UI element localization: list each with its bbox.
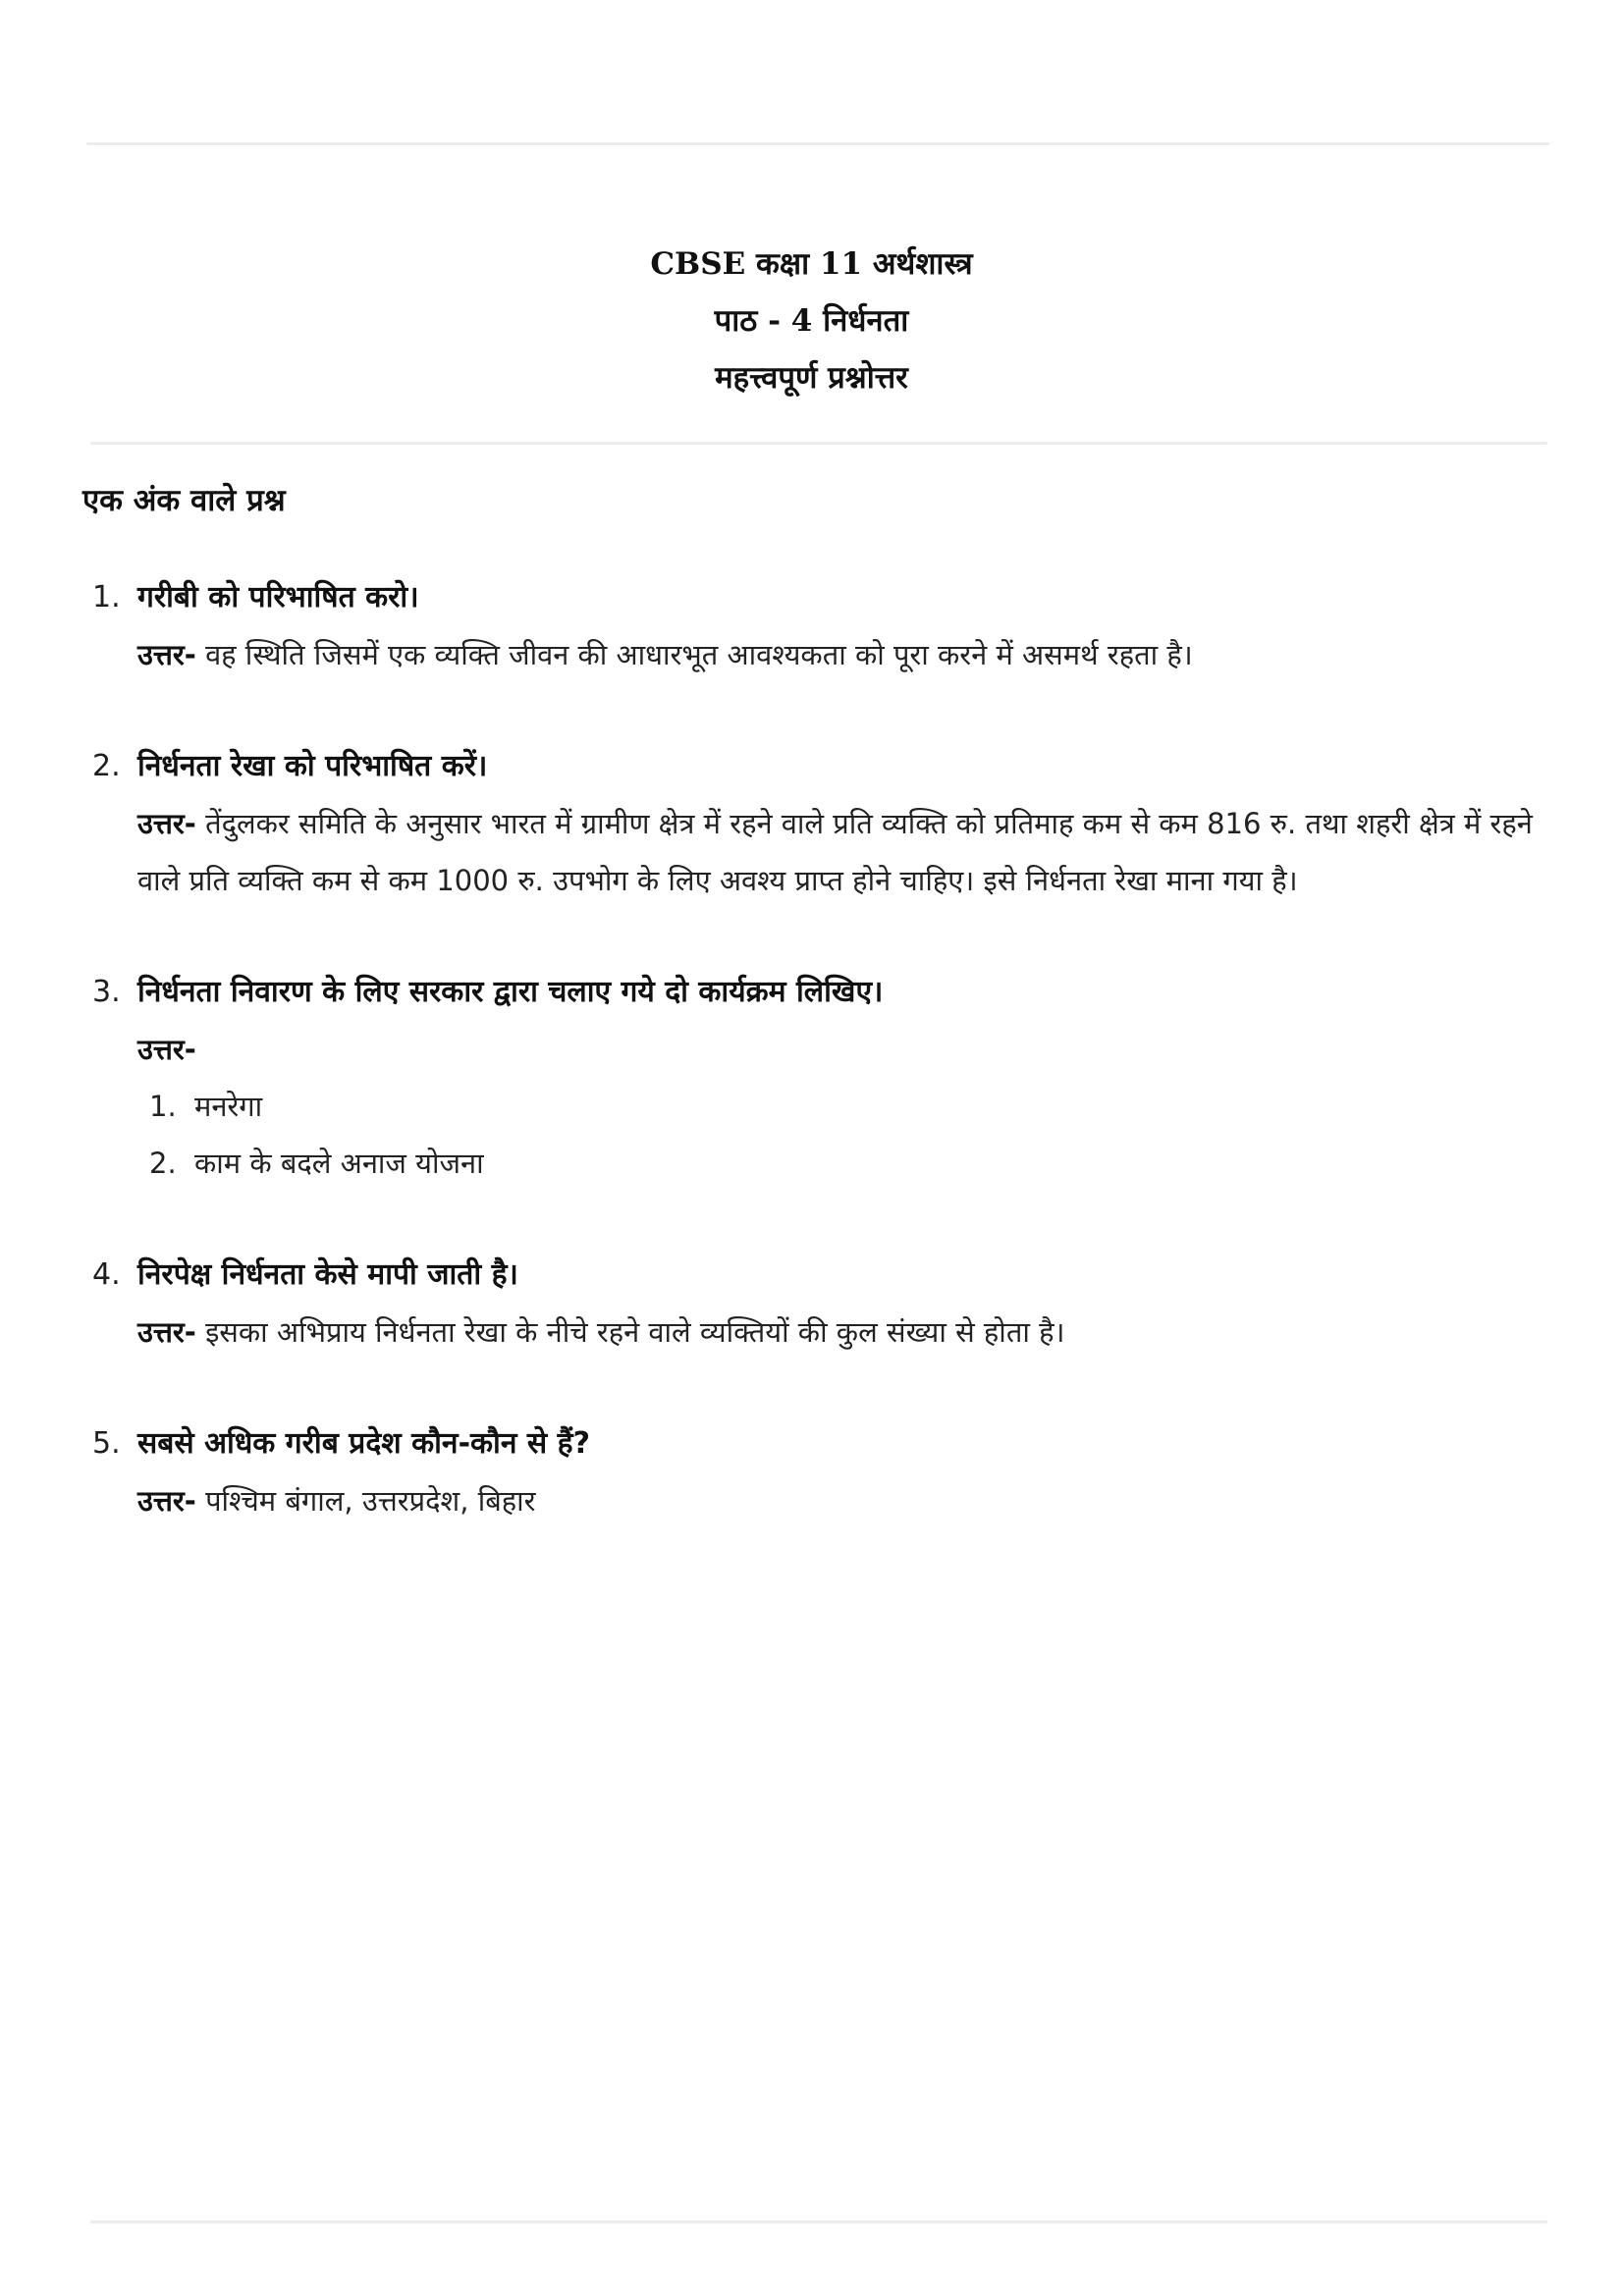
top-divider [86,142,1549,145]
document-subtitle: महत्त्वपूर्ण प्रश्नोत्तर [715,360,908,396]
question-number: 3. [92,975,121,1009]
question-item [0,569,1623,683]
chapter-title: पाठ - 4 निर्धनता [714,303,909,339]
question-item [0,1247,1623,1361]
list-item-number: 1. [149,1090,177,1123]
list-item-text: काम के बदले अनाज योजना [194,1147,484,1180]
question-text: गरीबी को परिभाषित करो। [137,580,419,614]
answer-text [137,1304,1544,1361]
answer-content: तेंदुलकर समिति के अनुसार भारत में ग्रामीण क्षेत्र में रहने वाले प्रति व्यक्ति को प्रतिमाह कम से कम 816 रु. तथा शहरी क्षेत्र में रहने वाले प्रति व्यक्ति कम से कम 1000 रु. उपभोग के लिए अवश्य प्राप्त होने चाहिए। इसे निर्धनता रेखा माना गया है। [137,807,1533,897]
answer-list [137,1078,1544,1192]
answer-label: उत्तर- [137,807,196,840]
question-list [0,569,1623,1584]
answer-label: उत्तर- [137,1315,196,1349]
footer-divider [90,2220,1547,2223]
answer-text [137,1472,1544,1529]
question-number: 2. [92,749,121,783]
question-number: 1. [92,580,121,614]
answer-content: इसका अभिप्राय निर्धनता रेखा के नीचे रहने वाले व्यक्तियों की कुल संख्या से होता है। [205,1315,1065,1349]
list-item-number: 2. [149,1147,177,1180]
question-number: 5. [92,1426,121,1461]
section-heading: एक अंक वाले प्रश्न [82,483,286,518]
answer-label: उत्तर- [137,638,196,671]
question-item [0,738,1623,909]
answer-content: पश्चिम बंगाल, उत्तरप्रदेश, बिहार [205,1484,536,1518]
answer-text [137,795,1544,909]
question-item [0,964,1623,1192]
header-divider [90,442,1547,445]
document-header [0,236,1623,406]
document-title: CBSE कक्षा 11 अर्थशास्त्र [650,246,973,282]
answer-label: उत्तर- [137,1484,196,1518]
answer-list-item [137,1135,1544,1192]
answer-label: उत्तर- [137,1033,196,1066]
answer-list-item [137,1078,1544,1135]
question-text: निर्धनता निवारण के लिए सरकार द्वारा चलाए गये दो कार्यक्रम लिखिए। [137,975,884,1009]
list-item-text: मनरेगा [194,1090,263,1123]
question-number: 4. [92,1257,121,1292]
question-text: सबसे अधिक गरीब प्रदेश कौन-कौन से हैं? [137,1426,590,1461]
answer-content: वह स्थिति जिसमें एक व्यक्ति जीवन की आधारभूत आवश्यकता को पूरा करने में असमर्थ रहता है। [205,638,1193,671]
question-text: निरपेक्ष निर्धनता केसे मापी जाती है। [137,1257,518,1292]
question-text: निर्धनता रेखा को परिभाषित करें। [137,749,488,783]
answer-text [137,626,1544,683]
answer-text [137,1021,1544,1078]
question-item [0,1415,1623,1529]
